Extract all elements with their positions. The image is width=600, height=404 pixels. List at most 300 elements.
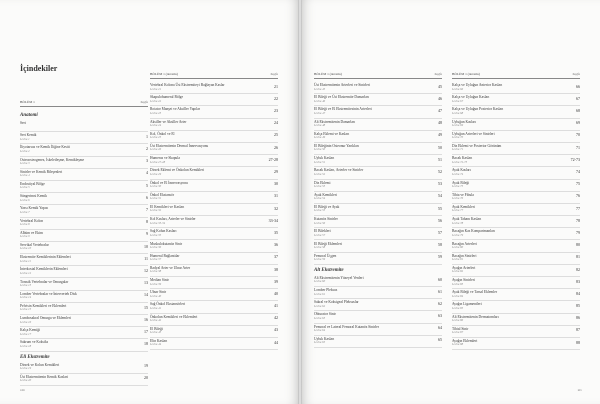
toc-entry[interactable] [452, 94, 580, 106]
entry-plate: Levha 33-34 [150, 220, 166, 225]
toc-entry[interactable] [150, 94, 278, 106]
entry-plate: Levha 30 [150, 184, 162, 188]
entry-plate: Levha 51 [314, 159, 326, 164]
entry-text [314, 300, 414, 308]
entry-page-number: 79 [576, 229, 580, 235]
toc-entry[interactable] [452, 119, 580, 131]
entry-plate: Levha 37 [150, 257, 162, 262]
column-page-label: Sayfa [434, 72, 442, 76]
toc-entry[interactable] [314, 143, 442, 155]
entry-title: Kalça Eklemi ve Kasları [314, 131, 350, 136]
entry-text [314, 132, 414, 140]
toc-entry[interactable] [150, 131, 278, 143]
toc-entry[interactable] [150, 204, 278, 216]
entry-plate: Levha 32 [150, 208, 162, 213]
entry-plate: Levha 22 [150, 98, 162, 103]
entry-title: Radyal Arter ve Ulnar Arter [150, 265, 191, 270]
entry-text [452, 107, 552, 115]
entry-plate: Levha 39 [150, 281, 162, 286]
toc-entry[interactable] [150, 326, 278, 338]
entry-page-number: 81 [576, 254, 580, 260]
entry-plate: Levha 69 [452, 123, 464, 128]
entry-text [20, 316, 120, 324]
entry-title: Ayak Kasları [452, 168, 471, 173]
column-page-label: Sayfa [270, 72, 278, 76]
column-rule [150, 78, 278, 79]
toc-entry[interactable] [452, 338, 580, 350]
column-header-label: BÖLÜM 1 (devamı) [150, 72, 178, 76]
entry-text [150, 254, 250, 262]
toc-entry[interactable] [20, 144, 148, 156]
entry-plate: Levha 45 [314, 86, 326, 91]
entry-page-number: 67 [576, 95, 580, 101]
entry-title: Alt Ekstremitenin Yüzeyel Venleri [314, 275, 364, 280]
column-rule [314, 78, 442, 79]
toc-entry[interactable] [150, 216, 278, 228]
toc-entry[interactable] [20, 157, 148, 169]
entry-plate: Levha 43 [150, 330, 162, 335]
entry-page-number: 65 [438, 337, 442, 343]
entry-page-number: 45 [438, 83, 442, 89]
entry-page-number: 24 [274, 120, 278, 126]
toc-entry[interactable] [20, 181, 148, 193]
toc-entry[interactable] [314, 167, 442, 179]
entry-page-number: 33-34 [268, 217, 278, 223]
entry-title: Diz Eklemi [314, 180, 331, 185]
toc-entry[interactable] [452, 204, 580, 216]
entry-page-number: 27-28 [268, 156, 278, 162]
entry-page-number: 36 [274, 242, 278, 248]
toc-entry[interactable] [20, 230, 148, 242]
entry-text [314, 107, 414, 115]
toc-entry[interactable] [314, 287, 442, 299]
entry-plate: Levha 35 [150, 232, 162, 237]
entry-plate: Levha 80 [452, 244, 464, 249]
toc-entry[interactable] [150, 277, 278, 289]
toc-entry[interactable] [314, 275, 442, 287]
toc-entry[interactable] [314, 228, 442, 240]
entry-text [150, 290, 250, 298]
entry-title: Osteoosteogenez, İskeletleşme, Kemikleşme [20, 157, 85, 162]
entry-page-number: 2 [146, 146, 148, 152]
entry-plate: Levha 3 [20, 161, 30, 166]
entry-title: Ekstremite Kemiklerinin Eklemleri [20, 255, 71, 260]
toc-entry[interactable] [150, 228, 278, 240]
toc-entry[interactable] [314, 299, 442, 311]
entry-title: Ayak Bileği ve Tarsal Eklemler [452, 290, 498, 295]
entry-title: Ulnar Sinir [150, 290, 167, 295]
toc-entry[interactable] [20, 374, 148, 386]
entry-title: Ayak Bileği [452, 180, 470, 185]
toc-entry[interactable] [20, 120, 148, 132]
entry-text [314, 242, 414, 250]
entry-title: Bacağın Kas Kompartmanları [452, 229, 495, 234]
toc-entry[interactable] [314, 324, 442, 336]
entry-plate: Levha 60 [314, 279, 326, 284]
entry-page-number: 16 [144, 316, 148, 322]
entry-page-number: 30 [274, 181, 278, 187]
book-spine [298, 0, 302, 404]
toc-entry[interactable] [150, 289, 278, 301]
entry-text [150, 315, 250, 323]
entry-page-number: 58 [438, 242, 442, 248]
entry-text [20, 328, 120, 336]
entry-text [150, 168, 250, 176]
entry-plate: Levha 61 [314, 291, 326, 296]
entry-plate: Levha 57 [314, 232, 326, 237]
entry-title: Sakral ve Koksigeal Pleksuslar [314, 300, 359, 305]
entry-plate: Levha 15 [20, 307, 32, 312]
entry-text [20, 255, 120, 263]
entry-title: Alt Ekstremitenin Damarları [314, 119, 356, 124]
entry-plate: Levha 87 [452, 330, 464, 335]
toc-entry[interactable] [20, 278, 148, 290]
entry-text [20, 206, 120, 214]
entry-page-number: 23 [274, 108, 278, 114]
entry-title: Bacağın Sinirleri [452, 253, 477, 258]
entry-title: Önkol Ekstansör [150, 192, 175, 197]
entry-text [20, 170, 120, 178]
entry-title: Endostiyal Bölge [20, 182, 45, 187]
toc-entry[interactable] [452, 167, 580, 179]
entry-title: Kalça Kemiği [20, 328, 41, 333]
entry-title: Lomber Vertebralar ve İnterverteb Disk [20, 291, 77, 296]
entry-page-number: 9 [146, 231, 148, 237]
entry-text [452, 266, 552, 274]
entry-text [452, 327, 552, 335]
entry-title: Bacak Kasları [452, 156, 473, 161]
entry-plate: Levha 46 [314, 98, 326, 103]
toc-entry[interactable] [452, 240, 580, 252]
toc-entry[interactable] [452, 314, 580, 326]
entry-title: Obturator Sinir [314, 312, 336, 317]
entry-text [150, 205, 250, 213]
column-page-label: Sayfa [572, 72, 580, 76]
entry-text [452, 254, 552, 262]
toc-entry[interactable] [452, 326, 580, 338]
entry-plate: Levha 12 [20, 270, 32, 275]
entry-plate: Levha 14 [20, 295, 32, 300]
toc-entry[interactable] [150, 167, 278, 179]
entry-page-number: 18 [144, 341, 148, 347]
toc-entry[interactable] [314, 204, 442, 216]
entry-title: Albüm ve Ekim [20, 230, 43, 235]
entry-page-number: 7 [146, 207, 148, 212]
entry-text [452, 229, 552, 237]
entry-text [20, 363, 120, 371]
entry-plate: Levha 67 [452, 98, 464, 103]
toc-entry[interactable] [314, 82, 442, 94]
toc-entry[interactable] [20, 315, 148, 327]
entry-title: Muskulokutanöz Sinir [150, 241, 183, 246]
entry-title: Femoral ve Lateral Femoral Kutanöz Sinirler [314, 324, 379, 329]
toc-column-4 [452, 72, 580, 350]
entry-title: Yassı Kemik Yapısı [20, 206, 49, 211]
toc-entry[interactable] [452, 106, 580, 118]
toc-entry[interactable] [314, 119, 442, 131]
toc-title: İçindekiler [20, 64, 58, 73]
toc-entry[interactable] [150, 338, 278, 350]
entry-page-number: 40 [274, 290, 278, 296]
toc-entry[interactable] [452, 131, 580, 143]
entry-title: İliyotarsus ve Kemik İliğine Kesiti [20, 145, 70, 150]
entry-title: El Bileği ve Ayak [314, 204, 340, 209]
entry-page-number: 22 [274, 95, 278, 101]
entry-page-number: 12 [144, 267, 148, 273]
entry-title: Önkol ve El İnnervasyonu [150, 180, 188, 185]
entry-title: Üst Ekstremitenin Dermal İnnervasyonu [150, 144, 209, 149]
toc-entry[interactable] [314, 253, 442, 265]
entry-plate: Levha 86 [452, 318, 464, 323]
entry-title: El Bilekleri [314, 229, 331, 234]
entry-page-number: 4 [146, 170, 148, 176]
entry-page-number: 13 [144, 280, 148, 286]
folio-left: xiii [20, 388, 25, 392]
entry-title: Üst Ekstremitenin Arterleri ve Sinirleri [314, 83, 371, 88]
entry-title: Humeral Bağlantılar [150, 253, 180, 258]
entry-title: El Bileği ve Üst Ekstremite Damarları [314, 95, 369, 100]
entry-title: El Bileği [150, 326, 163, 331]
entry-plate: Levha 66 [452, 86, 464, 91]
entry-page-number: 85 [576, 303, 580, 309]
entry-plate: Levha 18 [20, 343, 32, 348]
entry-page-number: 25 [274, 132, 278, 138]
entry-page-number: 76 [576, 193, 580, 199]
entry-page-number: 44 [274, 339, 278, 345]
entry-title: Uyluk Kasları [314, 336, 335, 341]
entry-text [314, 181, 414, 189]
toc-entry[interactable] [452, 192, 580, 204]
toc-entry[interactable] [314, 155, 442, 167]
entry-title: Sağ Önkol Ekstansörleri [150, 302, 186, 307]
entry-plate: Levha 41 [150, 305, 162, 310]
entry-title: Ayak Kemikleri [452, 204, 475, 209]
toc-entry[interactable] [452, 216, 580, 228]
entry-page-number: 69 [576, 120, 580, 126]
toc-entry[interactable] [150, 314, 278, 326]
entry-text [314, 156, 414, 164]
column-rule [452, 78, 580, 79]
toc-entry[interactable] [150, 82, 278, 94]
entry-page-number: 83 [576, 278, 580, 284]
entry-plate: Levha 31 [150, 196, 162, 201]
toc-entry[interactable] [452, 289, 580, 301]
entry-plate: Levha 56 [314, 220, 326, 225]
entry-title: El Bileği Eklemleri [314, 241, 342, 246]
entry-title: Uyluğun Kasları [452, 119, 476, 124]
entry-page-number: 88 [576, 339, 580, 345]
toc-entry[interactable] [150, 301, 278, 313]
entry-text [452, 339, 552, 347]
entry-text [20, 219, 120, 227]
entry-plate: Levha 19 [20, 366, 32, 371]
entry-text [452, 302, 552, 310]
entry-title: Kalça ve Uyluğun Posterior Kasları [452, 107, 504, 112]
toc-entry[interactable] [20, 266, 148, 278]
column-header [452, 72, 580, 76]
toc-entry[interactable] [314, 311, 442, 323]
toc-entry[interactable] [20, 339, 148, 351]
entry-plate: Levha 49 [314, 135, 326, 140]
toc-entry[interactable] [20, 205, 148, 217]
toc-column-3 [314, 72, 442, 348]
entry-plate: Levha 59 [314, 257, 326, 262]
toc-entry[interactable] [314, 216, 442, 228]
toc-entry[interactable] [150, 119, 278, 131]
toc-entry[interactable] [20, 193, 148, 205]
entry-title: Torasik Vertebralar ve Omurgalar [20, 279, 69, 284]
toc-entry[interactable] [20, 327, 148, 339]
entry-plate: Levha 9 [20, 234, 30, 239]
toc-entry[interactable] [20, 242, 148, 254]
entry-text [314, 276, 414, 284]
entry-text [452, 315, 552, 323]
entry-title: Tibial Sinir [452, 326, 469, 331]
entry-title: Humerus ve Skapula [150, 156, 180, 161]
entry-text [150, 339, 250, 347]
toc-entry[interactable] [314, 192, 442, 204]
entry-title: Sert [20, 121, 26, 126]
entry-text [452, 168, 552, 176]
toc-entry[interactable] [452, 180, 580, 192]
entry-title: Skapulohumeral Bölge [150, 95, 184, 100]
entry-text [150, 156, 250, 164]
entry-title: Ayağın Sinirleri [452, 278, 475, 283]
toc-entry[interactable] [452, 265, 580, 277]
entry-plate: Levha 77 [452, 208, 464, 213]
toc-entry[interactable] [20, 362, 148, 374]
entry-page-number: 70 [576, 132, 580, 138]
entry-page-number: 15 [144, 304, 148, 310]
entry-title: Ayak Tabanı Kasları [452, 217, 482, 222]
entry-text [150, 242, 250, 250]
entry-plate: Levha 6 [20, 197, 30, 202]
entry-page-number: 3 [146, 158, 148, 164]
column-header-label: BÖLÜM 1 (devamı) [452, 72, 480, 76]
toc-entry[interactable] [150, 192, 278, 204]
toc-entry[interactable] [20, 132, 148, 144]
entry-page-number: 77 [576, 205, 580, 211]
entry-page-number: 8 [146, 219, 148, 225]
entry-title: Rotator Manşet ve Aksiller Yapılar [150, 107, 201, 112]
entry-title: Vertebral Kolon [20, 218, 44, 223]
toc-entry[interactable] [314, 131, 442, 143]
entry-text [452, 83, 552, 91]
toc-entry[interactable] [20, 291, 148, 303]
toc-entry[interactable] [20, 169, 148, 181]
toc-entry[interactable] [20, 254, 148, 266]
toc-entry[interactable] [452, 277, 580, 289]
toc-entry[interactable] [20, 218, 148, 230]
entry-text [150, 120, 250, 128]
entry-plate: Levha 17 [20, 331, 32, 336]
toc-entry[interactable] [452, 155, 580, 167]
entry-text [452, 217, 552, 225]
entry-page-number: 20 [144, 375, 148, 381]
toc-entry[interactable] [150, 240, 278, 252]
toc-entry[interactable] [314, 336, 442, 348]
toc-entry[interactable] [150, 180, 278, 192]
entry-title: Üst Ekstremitenin Kemik Kaslari [20, 374, 69, 379]
entry-text [20, 231, 120, 239]
entry-title: Sinirler ve Kemik Bileşenleri [20, 169, 63, 174]
toc-entry[interactable] [150, 253, 278, 265]
column-rule [20, 106, 148, 107]
entry-page-number: 46 [438, 95, 442, 101]
entry-title: Kol Kasları, Arterler ve Sinirler [150, 217, 196, 222]
entry-plate: Levha 47 [314, 110, 326, 115]
entry-text [150, 181, 250, 189]
entry-page-number: 74 [576, 169, 580, 174]
toc-entry[interactable] [20, 303, 148, 315]
entry-text [452, 181, 552, 189]
toc-entry[interactable] [452, 301, 580, 313]
toc-entry[interactable] [452, 143, 580, 155]
entry-plate: Levha 68 [452, 110, 464, 115]
entry-page-number: 1 [146, 133, 148, 139]
entry-page-number: 14 [144, 292, 148, 298]
entry-text [452, 120, 552, 128]
entry-title: Süngerimsi Kemik [20, 194, 48, 199]
entry-title: Bacağın Arterleri [452, 241, 477, 246]
entry-plate: Levha 74 [452, 171, 464, 176]
toc-entry[interactable] [452, 82, 580, 94]
entry-text [20, 340, 120, 348]
entry-text [20, 280, 120, 288]
toc-entry[interactable] [150, 155, 278, 167]
entry-plate: Levha 52 [314, 171, 326, 176]
entry-text [314, 217, 414, 225]
entry-plate: Levha 29 [150, 171, 162, 176]
entry-page-number: 17 [144, 328, 148, 334]
toc-entry[interactable] [314, 180, 442, 192]
entry-page-number: 37 [274, 254, 278, 260]
entry-plate: Levha 44 [150, 342, 162, 347]
entry-page-number: 55 [438, 205, 442, 211]
entry-text [314, 229, 414, 237]
column-header [314, 72, 442, 76]
entry-page-number: 39 [274, 278, 278, 284]
entry-text [150, 132, 250, 140]
entry-plate: Levha 54 [314, 196, 326, 201]
entry-text [452, 290, 552, 298]
entry-text [20, 121, 120, 125]
entry-text [150, 83, 250, 91]
entry-page-number: 80 [576, 242, 580, 248]
toc-entry[interactable] [150, 106, 278, 118]
entry-page-number: 84 [576, 290, 580, 296]
toc-entry[interactable] [314, 240, 442, 252]
entry-text [452, 193, 552, 201]
toc-entry[interactable] [314, 106, 442, 118]
entry-page-number: 68 [576, 108, 580, 114]
toc-entry[interactable] [452, 253, 580, 265]
column-header [20, 100, 148, 104]
entry-page-number: 51 [438, 156, 442, 162]
entry-plate: Levha 36 [150, 244, 162, 249]
entry-plate: Levha 88 [452, 342, 464, 347]
entry-text [150, 144, 250, 152]
toc-entry[interactable] [314, 94, 442, 106]
entry-plate: Levha 10 [20, 246, 32, 251]
toc-entry[interactable] [150, 265, 278, 277]
entry-text [452, 132, 552, 140]
toc-entry[interactable] [452, 228, 580, 240]
toc-entry[interactable] [150, 143, 278, 155]
entry-text [150, 107, 250, 115]
entry-page-number: 57 [438, 229, 442, 235]
entry-text [20, 182, 120, 190]
